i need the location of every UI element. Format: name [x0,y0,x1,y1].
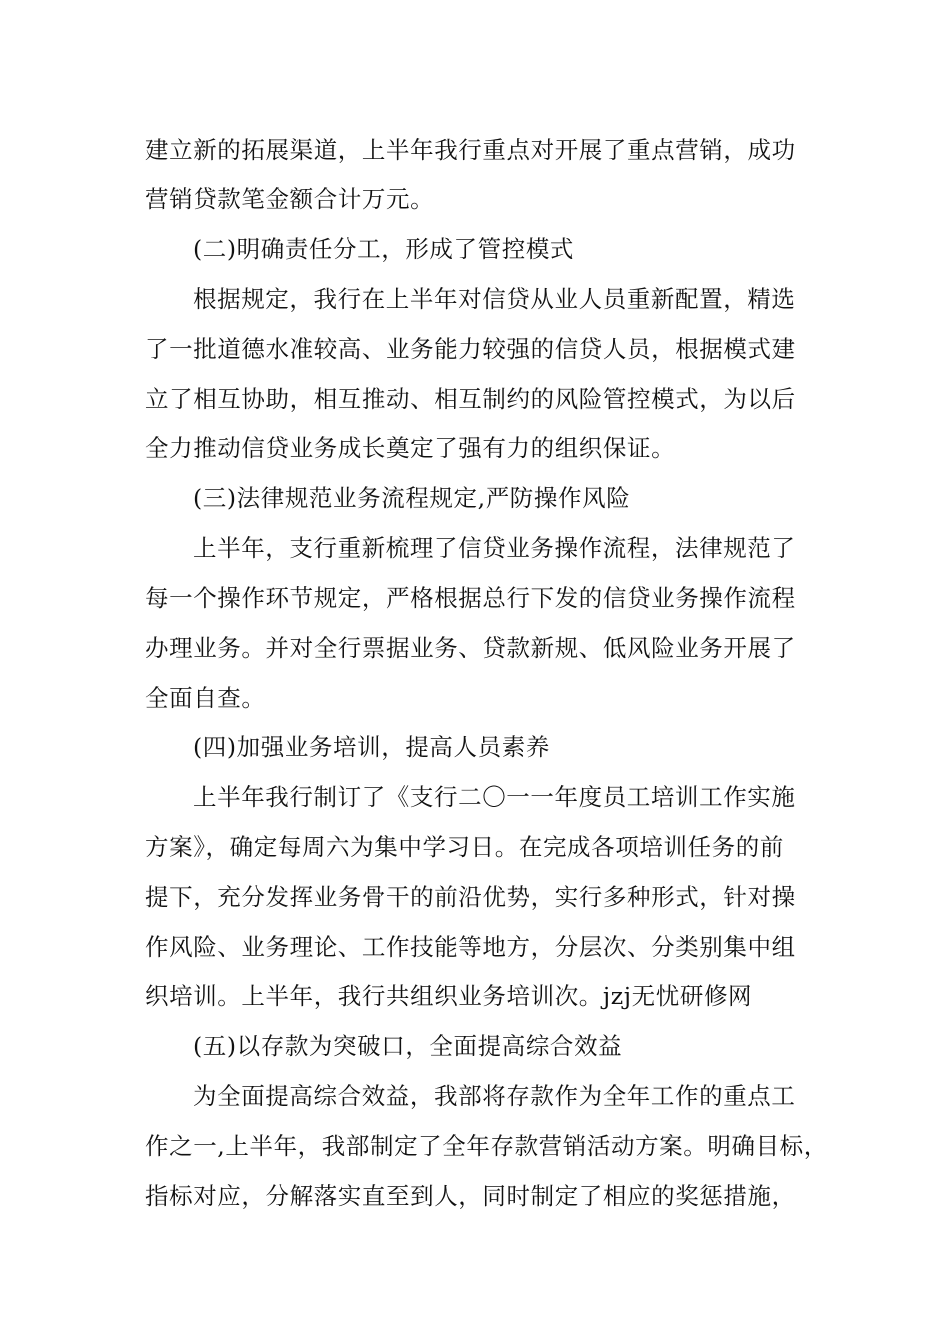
body-line: 每一个操作环节规定，严格根据总行下发的信贷业务操作流程 [145,584,796,612]
body-line: 了一批道德水准较高、业务能力较强的信贷人员，根据模式建 [145,335,796,363]
body-line: 提下，充分发挥业务骨干的前沿优势，实行多种形式，针对操 [145,883,796,911]
body-line: 上半年我行制订了《支行二〇一一年度员工培训工作实施 [193,783,796,811]
body-line: 营销贷款笔金额合计万元。 [145,185,435,213]
body-line: 上半年，支行重新梳理了信贷业务操作流程，法律规范了 [193,534,796,562]
body-line: 作之一,上半年，我部制定了全年存款营销活动方案。明确目标， [145,1132,828,1160]
body-line: 建立新的拓展渠道，上半年我行重点对开展了重点营销，成功 [145,136,796,164]
body-line: 全面自查。 [145,684,266,712]
body-line: 根据规定，我行在上半年对信贷从业人员重新配置，精选 [193,285,796,313]
section-heading: (二)明确责任分工，形成了管控模式 [193,235,575,263]
section-heading: (五)以存款为突破口，全面提高综合效益 [193,1032,623,1060]
body-line: 办理业务。并对全行票据业务、贷款新规、低风险业务开展了 [145,634,796,662]
body-line: 织培训。上半年，我行共组织业务培训次。jzj无忧研修网 [145,982,753,1010]
body-line: 立了相互协助，相互推动、相互制约的风险管控模式，为以后 [145,385,796,413]
body-line: 为全面提高综合效益，我部将存款作为全年工作的重点工 [193,1082,796,1110]
section-heading: (三)法律规范业务流程规定,严防操作风险 [193,484,631,512]
body-line: 作风险、业务理论、工作技能等地方，分层次、分类别集中组 [145,933,796,961]
body-line: 指标对应，分解落实直至到人，同时制定了相应的奖惩措施， [145,1182,796,1210]
section-heading: (四)加强业务培训，提高人员素养 [193,733,550,761]
body-line: 全力推动信贷业务成长奠定了强有力的组织保证。 [145,434,676,462]
body-line: 方案》，确定每周六为集中学习日。在完成各项培训任务的前 [145,833,784,861]
